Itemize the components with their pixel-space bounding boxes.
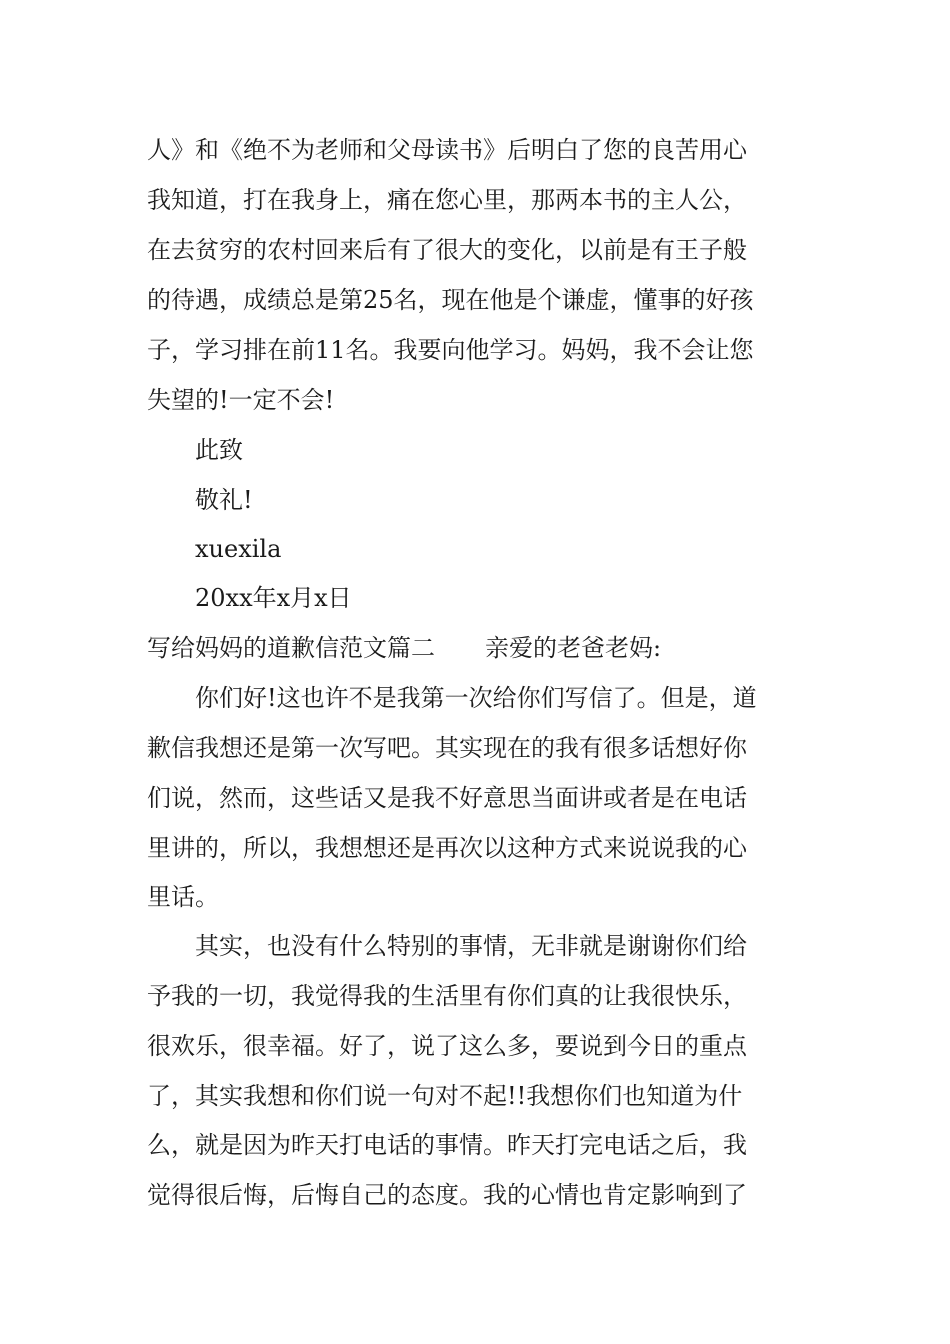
closing-date: 20xx年x月x日	[195, 584, 352, 612]
paragraph-line: 很欢乐，很幸福。好了，说了这么多，要说到今日的重点	[147, 1032, 747, 1060]
paragraph-line: 们说，然而，这些话又是我不好意思当面讲或者是在电话	[147, 784, 747, 812]
paragraph-line: 你们好!这也许不是我第一次给你们写信了。但是，道	[195, 684, 757, 712]
closing-regards: 敬礼!	[195, 486, 253, 514]
paragraph-line: 人》和《绝不为老师和父母读书》后明白了您的良苦用心	[147, 136, 747, 164]
section-heading-line	[147, 623, 817, 673]
letter-greeting: 亲爱的老爸老妈:	[485, 634, 662, 662]
section-title: 写给妈妈的道歉信范文篇二	[147, 634, 435, 662]
paragraph-line: 失望的!一定不会!	[147, 386, 335, 414]
paragraph-line: 么，就是因为昨天打电话的事情。昨天打完电话之后，我	[147, 1131, 747, 1159]
paragraph-line: 了，其实我想和你们说一句对不起!!我想你们也知道为什	[147, 1082, 743, 1110]
paragraph-line: 里讲的，所以，我想想还是再次以这种方式来说说我的心	[147, 834, 747, 862]
paragraph-line: 其实，也没有什么特别的事情，无非就是谢谢你们给	[195, 932, 747, 960]
paragraph-line: 子，学习排在前11名。我要向他学习。妈妈，我不会让您	[147, 336, 754, 364]
paragraph-line: 的待遇，成绩总是第25名，现在他是个谦虚，懂事的好孩	[147, 286, 754, 314]
paragraph-line: 在去贫穷的农村回来后有了很大的变化，以前是有王子般	[147, 236, 747, 264]
paragraph-line: 觉得很后悔，后悔自己的态度。我的心情也肯定影响到了	[147, 1181, 747, 1209]
paragraph-line: 我知道，打在我身上，痛在您心里，那两本书的主人公，	[147, 186, 747, 214]
paragraph-line: 歉信我想还是第一次写吧。其实现在的我有很多话想好你	[147, 734, 747, 762]
closing-signature: xuexila	[195, 535, 282, 563]
closing-salutation: 此致	[195, 436, 243, 464]
paragraph-line: 里话。	[147, 883, 219, 911]
paragraph-line: 予我的一切，我觉得我的生活里有你们真的让我很快乐，	[147, 982, 747, 1010]
